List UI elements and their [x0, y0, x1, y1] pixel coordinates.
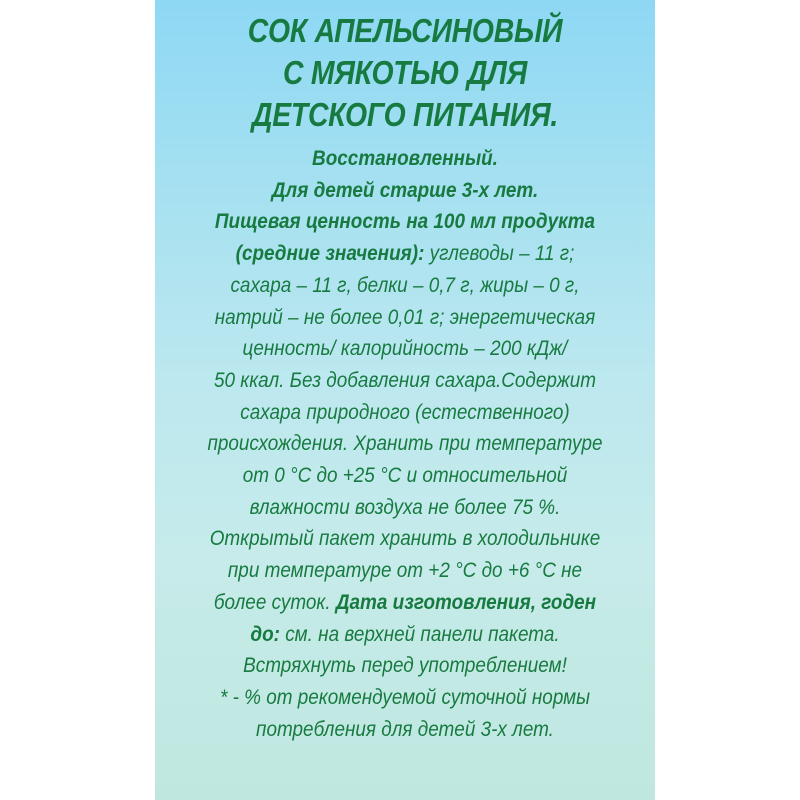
manufacture-value: см. на верхней панели пакета. [285, 621, 560, 646]
manufacture-label: Дата изготовления, годен [335, 589, 597, 614]
carbs-value: углеводы – 11 г; [429, 241, 575, 266]
nutrition-line: сахара – 11 г, белки – 0,7 г, жиры – 0 г, [230, 272, 580, 297]
nutrition-line: 50 ккал. Без добавления сахара.Содержит [213, 367, 597, 392]
avg-values-label: (средние значения): [235, 241, 425, 266]
manufacture-line [185, 587, 625, 619]
nutrition-line: ценность/ калорийность – 200 кДж/ [242, 336, 568, 361]
footnote: потребления для детей 3-х лет. [256, 716, 554, 741]
storage-line: происхождения. Хранить при температуре [207, 431, 603, 456]
nutrition-line: натрий – не более 0,01 г; энергетическая [214, 304, 596, 329]
storage-line: влажности воздуха не более 75 %. [249, 494, 561, 519]
nutrition-heading: Пищевая ценность на 100 мл продукта [214, 209, 596, 234]
shake-text: Встряхнуть перед употреблением! [243, 653, 567, 678]
title-line: СОК АПЕЛЬСИНОВЫЙ [247, 12, 563, 49]
product-title [190, 10, 620, 136]
nutrition-line: сахара природного (естественного) [240, 399, 570, 424]
days-text: более суток. [213, 589, 331, 614]
storage-line: Открытый пакет хранить в холодильнике [209, 526, 601, 551]
storage-line: при температуре от +2 °С до +6 °С не [227, 558, 583, 583]
title-line: ДЕТСКОГО ПИТАНИЯ. [251, 96, 559, 133]
title-line: С МЯКОТЬЮ ДЛЯ [282, 54, 528, 91]
nutrition-line [185, 238, 625, 270]
manufacture-line [185, 619, 625, 651]
manufacture-label-end: до: [250, 621, 280, 646]
restored-text: Восстановленный. [312, 146, 498, 170]
storage-line: от 0 °С до +25 °С и относительной [242, 463, 568, 488]
age-text: Для детей старше 3-х лет. [271, 177, 539, 202]
product-label [155, 10, 655, 745]
footnote: * - % от рекомендуемой суточной нормы [219, 684, 591, 709]
label-body [155, 143, 655, 745]
